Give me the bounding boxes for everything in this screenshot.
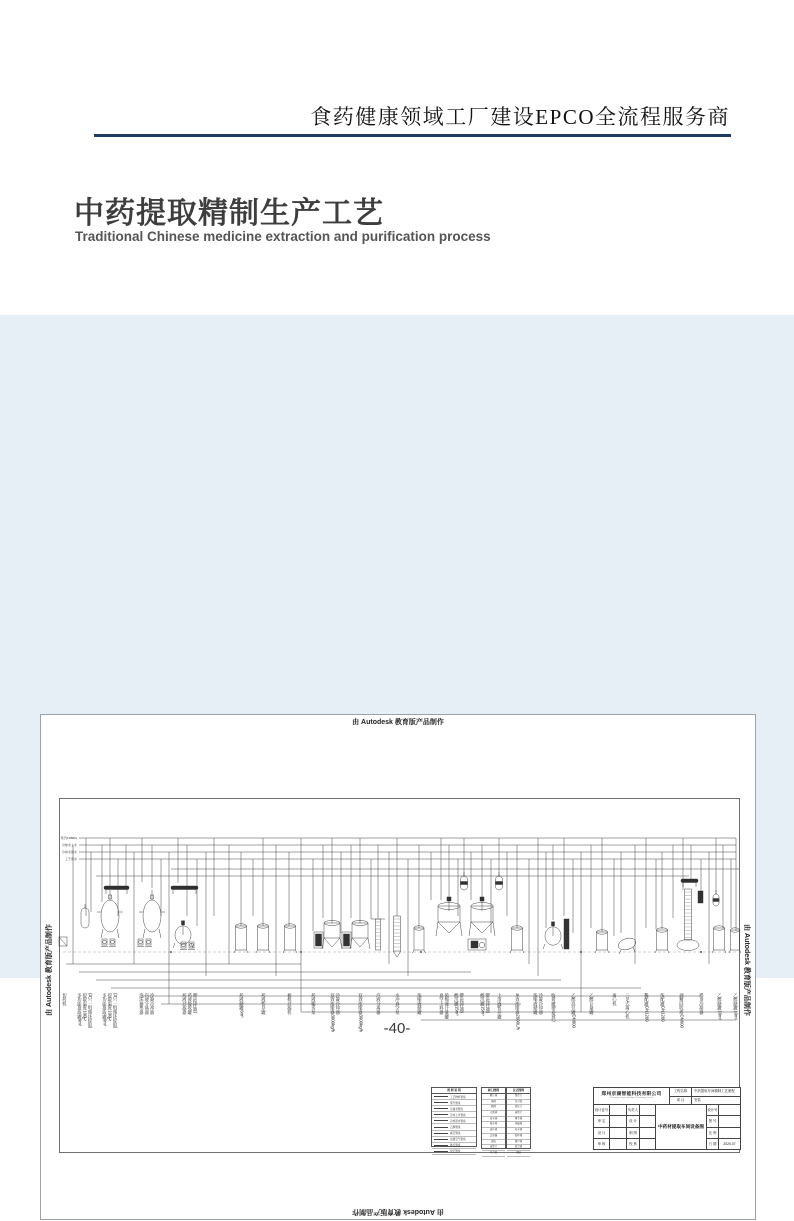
equipment-label: 药液暂存罐: [261, 993, 267, 1015]
autodesk-watermark-left: 由 Autodesk 教育版产品制作: [46, 924, 53, 1016]
autodesk-watermark-top: 由 Autodesk 教育版产品制作: [352, 719, 444, 726]
autodesk-watermark-bottom: 由 Autodesk 教育版产品制作: [352, 1208, 444, 1215]
titleblock-signoff-mid: 负责人 设 计 制 图 校 核: [627, 1105, 656, 1149]
equipment-label: 乙醇计量罐: [589, 993, 595, 1015]
equipment-label: 板框过滤机: [287, 993, 293, 1015]
equipment-label: 乙醇高位罐DN800: [571, 993, 577, 1028]
svg-text:蒸汽0.8MPa: 蒸汽0.8MPa: [60, 836, 77, 841]
equipment-label: 三足式离心机: [625, 993, 631, 1019]
equipment-label: 真空上料器 浓缩液计量罐: [439, 993, 450, 1019]
drawing-name: 中药材提取车间设备图: [656, 1105, 707, 1149]
company-name-en: Zhengzhou Jinghu Intelligent Technology Co.,Ltd: [610, 1097, 653, 1099]
item-value: 安装: [694, 1097, 701, 1102]
equipment-label: 浓配罐DN1200: [660, 993, 666, 1022]
svg-text:工艺用水: 工艺用水: [64, 857, 77, 862]
company-cell: [594, 1088, 670, 1104]
equipment-label: 泡沫捕集器 汽液分离器 冷凝冷却器: [139, 993, 156, 1015]
title-block: [593, 1087, 741, 1150]
page-subtitle: Traditional Chinese medicine extraction and purification process: [75, 229, 491, 244]
equipment-label: 醇沉罐15m³ (带搅拌器): [480, 993, 491, 1016]
titleblock-signoff-left: 设计证号 审 定 设 计 审 核: [594, 1105, 627, 1149]
equipment-label: 汽液分离器: [376, 993, 382, 1015]
header-slogan: 食药健康领域工厂建设EPCO全流程服务商: [310, 105, 730, 129]
project-label: 工程名称: [670, 1088, 692, 1096]
autodesk-watermark-right: 由 Autodesk 教育版产品制作: [743, 924, 750, 1016]
equipment-label: 药液过滤器 药液接收罐 (带搅拌器): [182, 993, 199, 1015]
legend-title: 图 例 说 明: [432, 1088, 476, 1094]
equipment-label: 上清液暂存罐: [497, 993, 503, 1019]
equipment-label: 双效浓缩器3000kg/h: [358, 993, 364, 1033]
line-legend-table: 图 例 说 明 工艺物料管线 蒸汽管线 冷凝水管线 冷却上水管线 冷却回水管线 乙醇管线 真空管线 压缩空气管线 排污管线 放空管线: [431, 1087, 477, 1147]
valve-legend-table: 阀门图例 截止阀 球阀 蝶阀 止回阀 安全阀 疏水阀 减压阀 过滤器 视镜 流量计 压力表: [481, 1087, 506, 1149]
equipment-label: 稀配罐DN1200: [644, 993, 650, 1022]
equipment-label: 醇沉罐15m³ (带搅拌器): [454, 993, 465, 1016]
cad-drawing-sheet: [40, 714, 756, 1220]
project-value: 中药提取车间精制工艺流程: [694, 1089, 735, 1093]
equipment-label: 药液输送泵: [311, 993, 317, 1015]
equipment-label: 浓缩液储罐: [417, 993, 423, 1015]
equipment-label: 单效浓缩器2000L/h: [515, 993, 521, 1031]
page-number: -40-: [383, 1020, 411, 1037]
titleblock-meta: 设计号 图 号 比 例 日 期 2020.07: [707, 1105, 740, 1149]
equipment-label: 塔顶冷凝器: [699, 993, 705, 1015]
company-name: 郑州京湖智能科技有限公司: [601, 1092, 662, 1097]
equipment-label: 双效浓缩器3000kg/h 冷凝冷却器: [330, 993, 341, 1033]
equipment-label: 多功能提取罐6m³ 提取温度100℃ (3只一组循环提取): [77, 993, 94, 1029]
equipment-label: 离心机: [612, 993, 618, 1006]
svg-text:冷却水上水: 冷却水上水: [61, 843, 77, 848]
equipment-label: 切药机: [62, 993, 68, 1006]
svg-text:冷却水回水: 冷却水回水: [61, 850, 77, 855]
equipment-label: 药液储罐6m³: [239, 993, 245, 1018]
equipment-label: 多功能提取罐6m³ 提取温度100℃ (3只一组循环提取): [102, 993, 119, 1029]
page-title: 中药提取精制生产工艺: [74, 197, 384, 230]
equipment-label: 收膏罐(带搅拌): [551, 993, 557, 1022]
equipment-label: 乙醇储罐10m³: [733, 993, 739, 1020]
equipment-label: 酒精回收塔DN600: [679, 993, 685, 1028]
header-divider: [94, 134, 731, 137]
item-label: 项 目: [670, 1097, 692, 1105]
instrument-legend-table: 仪表图例 温度计 压力表 液位计 流量计 调节阀 电磁阀 安全阀 取样阀 排污阀 放空阀 视镜: [506, 1087, 531, 1149]
equipment-label: 浓缩液储罐 冷凝冷却器: [533, 993, 544, 1015]
equipment-label: 水冲真空泵: [395, 993, 401, 1015]
equipment-label: 乙醇储罐10m³: [717, 993, 723, 1020]
